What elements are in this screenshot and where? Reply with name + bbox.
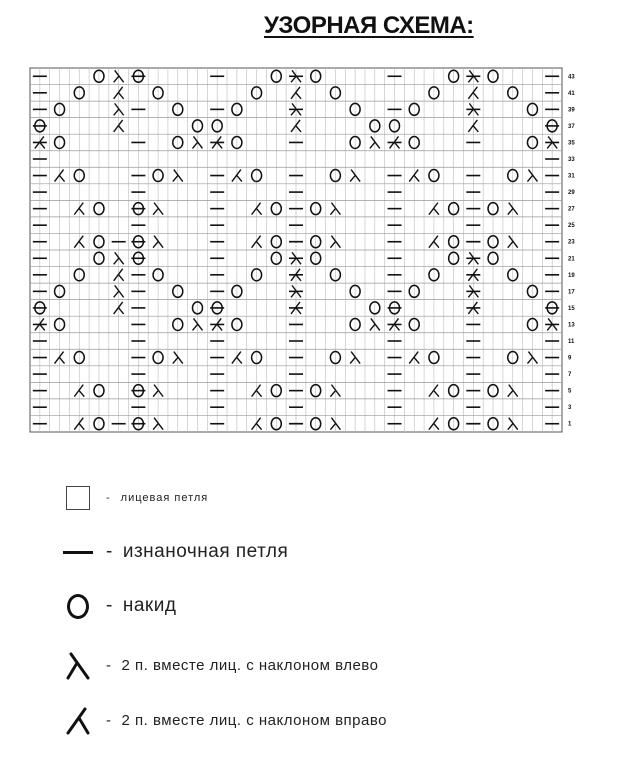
legend-dash: - <box>106 656 112 674</box>
diagram-title: УЗОРНАЯ СХЕМА: <box>264 12 474 39</box>
row-number: 37 <box>568 123 575 130</box>
row-number: 29 <box>568 190 575 197</box>
legend-label-purl: изнаночная петля <box>122 541 289 562</box>
legend-label-knit: лицевая петля <box>120 492 209 504</box>
legend-dash: - <box>106 595 113 616</box>
legend-item-purl <box>60 532 288 572</box>
k2tog-right-icon <box>60 702 96 738</box>
row-number: 23 <box>568 239 575 246</box>
row-number: 7 <box>568 372 572 379</box>
row-number: 17 <box>568 289 575 296</box>
legend-item-k2tog-right <box>60 700 387 740</box>
row-number: 9 <box>568 355 572 362</box>
row-number: 13 <box>568 322 575 329</box>
row-number: 41 <box>568 90 575 97</box>
legend-label-yarn-over: накид <box>122 595 177 616</box>
legend-dash: - <box>106 711 112 729</box>
row-number: 43 <box>568 74 575 81</box>
row-number: 33 <box>568 157 575 163</box>
knit-square-icon <box>60 480 96 516</box>
row-number: 3 <box>568 405 572 412</box>
row-number: 31 <box>568 173 575 180</box>
row-number: 25 <box>568 223 575 230</box>
legend-item-yarn-over <box>60 586 176 626</box>
row-number: 21 <box>568 256 575 263</box>
row-number: 39 <box>568 107 575 114</box>
legend-item-knit <box>60 478 208 518</box>
row-number: 11 <box>568 339 575 345</box>
legend-item-k2tog-left <box>60 645 378 685</box>
legend-label-k2tog-left: 2 п. вместе лиц. с наклоном влево <box>121 656 379 674</box>
k2tog-left-icon <box>60 647 96 683</box>
legend-dash: - <box>106 541 113 562</box>
row-number: 15 <box>568 305 575 312</box>
legend-label-k2tog-right: 2 п. вместе лиц. с наклоном вправо <box>121 711 388 729</box>
purl-dash-icon <box>60 534 96 570</box>
legend-dash: - <box>106 492 111 504</box>
row-number: 27 <box>568 206 575 213</box>
row-number: 5 <box>568 388 572 395</box>
row-number: 35 <box>568 140 575 147</box>
yarn-over-icon <box>60 588 96 624</box>
row-number: 19 <box>568 272 575 279</box>
row-number: 1 <box>568 421 572 428</box>
